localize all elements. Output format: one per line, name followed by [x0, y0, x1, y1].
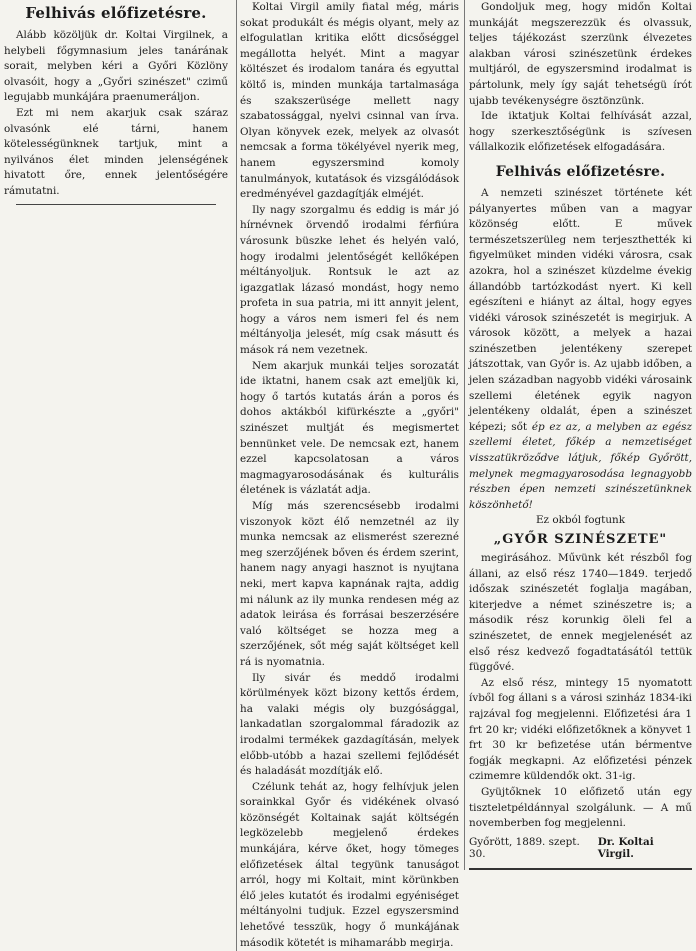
column-right — [464, 0, 696, 870]
paragraph: Koltai Virgil amily fiatal még, máris sokat produkált és mégis olyant, mely az elfogulatlan kritika előtt dicsőséggel megállotta helyét. Mint a magyar költészet és irodalom tanára és egyuttal költő is, minden munkája tartalmasága és szakszerüsége mellett nagy szabatossággal, nyelvi csinnal van írva. Olyan könyvek ezek, melyek az olvasót nemcsak a forma tökélyével nyerik meg, hanem egyszersmind komoly tanulmányok, kutatások és vizsgálódások eredményével gazdagítják elméjét. — [240, 1, 459, 201]
italic-emphasis: ép ez az, a melyben az egész szellemi életet, főkép a nemzetiséget visszatükröződve látjuk, főkép Győrött, melynek megmagyarosodása legnagyobb részben épen nemzeti szinészetünknek köszönhető! — [469, 420, 692, 511]
book-title: „GYŐR SZINÉSZETE" — [493, 532, 668, 547]
divider — [16, 204, 216, 205]
paragraph: Ezt mi nem akarjuk csak száraz olvasónk elé tárni, hanem kötelességünknek tartjuk, mint a nyilvános élet minden jelenségének hivatott őre, ennek jelentőségére rámutatni. — [4, 106, 228, 197]
column-left — [0, 0, 232, 209]
paragraph: Gondoljuk meg, hogy midőn Koltai munkáját megszerezzük és olvassuk, teljes tájékozást szerzünk élvezetes alakban városi szinészetünk érdekes multjáról, de egyszersmind irodalmat is pártolunk, mely így saját tehetségü írót ujabb tevékenységre ösztönzünk. — [469, 1, 692, 107]
paragraph: Ily sivár és meddő irodalmi körülmények közt bizony kettős érdem, ha valaki mégis oly buzgósággal, lankadatlan szorgalommal fáradozik az irodalmi termékek gazdagításán, melyek előbb-utóbb a hazai szellemi fejlődését és haladását mozdítják elő. — [240, 671, 459, 778]
signature-place-date: Győrött, 1889. szept. 30. — [469, 835, 580, 860]
column-middle — [236, 0, 462, 951]
paragraph: Ez okból fogtunk — [535, 514, 626, 527]
signature-line — [469, 836, 692, 860]
paragraph: Az első rész, mintegy 15 nyomatott ívből fog állani s a városi szinház 1834-iki rajzával fog megjelenni. Előfizetési ára 1 frt 20 kr; vidéki előfizetőknek a könyvet 1 frt 30 kr befizetése után bérmentve fogják megkapni. Az előfizetési pénzek czimemre küldendők okt. 31-ig. — [469, 676, 692, 783]
paragraph — [469, 186, 692, 513]
paragraph: Míg más szerencsésebb irodalmi viszonyok közt élő nemzetnél az ily munka nemcsak az elismerést szerezné meg szerzőjének bőven és érdem szerint, hanem nagy anyagi hasznot is nyujtana neki, mert kapva kapnának rajta, addig mi nálunk az ily munka rendesen még az adatok leirása és forrásai beszerzésére való költséget se hozza meg a szerzőjének, sőt még saját költséget kell rá is nyomatnia. — [240, 500, 459, 668]
section-title: Felhivás előfizetésre. — [495, 163, 666, 180]
paragraph: Nem akarjuk munkái teljes sorozatát ide iktatni, hanem csak azt emeljük ki, hogy ő tartós kutatás árán a poros és dohos aktákból kifürkészte a „győri" szinészet multját és megismertet bennünket vele. De nemcsak ezt, hanem ezzel kapcsolatosan a város magmagyarosodásának és kulturális életének is vázlatát adja. — [240, 359, 459, 497]
paragraph: megirásához. Művünk két részből fog állani, az első rész 1740—1849. terjedő időszak szinészetét foglalja magában, kiterjedve a német szinészetre is; a második rész korunkig öleli fel a szinészetet, de ennek megjelenését az első rész kedvező fogadtatásától tettük függővé. — [469, 552, 692, 674]
signature-name: Dr. Koltai Virgil. — [597, 835, 654, 860]
paragraph: Gyüjtőknek 10 előfizető után egy tiszteletpéldánnyal szolgálunk. — A mű novemberben fog megjelenni. — [469, 785, 692, 830]
paragraph: Ide iktatjuk Koltai felhívását azzal, hogy szerkesztőségünk is szívesen vállalkozik előfizetések elfogadására. — [469, 110, 692, 154]
divider — [469, 868, 692, 870]
paragraph-text: A nemzeti szinészet története két pályanyertes műben van a magyar közönség előtt. E művek természetszerüleg nem terjeszthették ki figyelmüket minden vidéki városra, csak azokra, hol a szinészet küzdelme évekig állandóbb tartózkodást nyert. Ki kell egészíteni e hiányt az által, hogy egyes vidéki városok szinészetét is megirjuk. A városok között, a melyek a hazai szinészetben jelentékeny szerepet játszottak, van Győr is. Az ujabb időben, a jelen században nagyobb vidéki városaink szellemi életének egyik nagyon jelentékeny oldalát, épen a szinészet képezi; sőt — [469, 186, 692, 433]
paragraph: Ily nagy szorgalmu és eddig is már jó hírnévnek örvendő irodalmi férfiúra városunk büszke lehet és helyén való, hogy irodalmi jelentőségét kellőképen méltányoljuk. Rontsuk le azt az igazgatlak lázasó mondást, hogy nemo profeta in sua patria, mi itt annyit jelent, hogy a város nem ismeri fel és nem méltányolja jelesét, míg csak másutt és mások rá nem vezetnek. — [240, 203, 459, 357]
paragraph: Czélunk tehát az, hogy felhívjuk jelen sorainkkal Győr és vidékének olvasó közönségét Koltainak saját költségén legközelebb megjelenő érdekes munkájára, kérve őket, hogy tömeges előfizetések által tegyünk tanuságot arról, hogy mi Koltait, mint körünkben élő jeles kutatót és irodalmi egyéniséget méltányolni tudjuk. Ezzel egyszersmind lehetővé tesszük, hogy ő munkájának második kötetét is mihamarább megirja. — [240, 780, 459, 949]
paragraph: Alább közöljük dr. Koltai Virgilnek, a helybeli főgymnasium jeles tanárának sorait, melyben kéri a Győri Közlöny olvasóit, hogy a „Győri szinészet" czimű legujabb munkájára praenumeráljon. — [4, 29, 228, 104]
article-title: Felhivás előfizetésre. — [25, 4, 207, 22]
